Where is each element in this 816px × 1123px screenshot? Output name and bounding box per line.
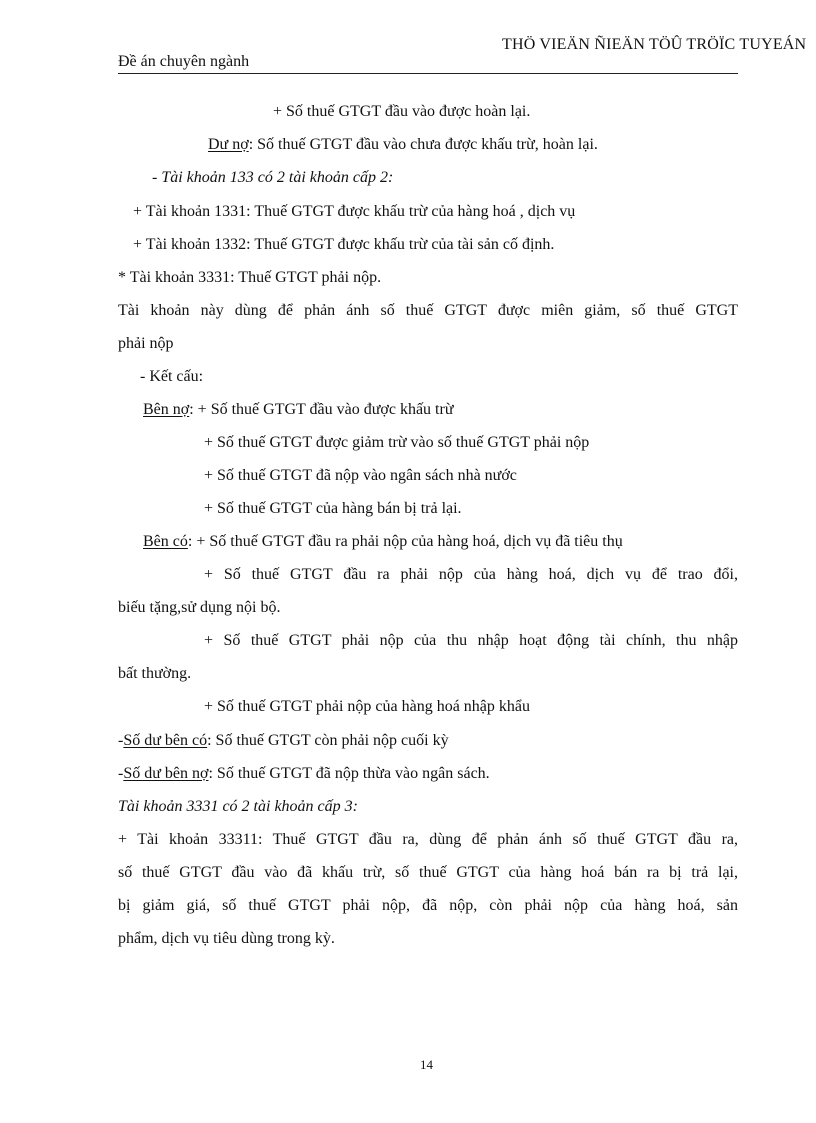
header-site-title: THÖ VIEÄN ÑIEÄN TÖÛ TRÖÏC TUYEÁN (502, 36, 807, 53)
line-debit-paid: + Số thuế GTGT đã nộp vào ngân sách nhà nước (204, 467, 517, 484)
credit-side-label: Bên có (143, 533, 188, 550)
line-credit-side (143, 532, 623, 552)
credit-balance-prefix: - (118, 732, 124, 749)
line-refund: + Số thuế GTGT đầu vào được hoàn lại. (273, 103, 531, 120)
credit-balance-label: Số dư bên có (123, 732, 208, 749)
line-account-3331-subaccounts: Tài khoản 3331 có 2 tài khoản cấp 3: (118, 798, 358, 815)
line-credit-import: + Số thuế GTGT phải nộp của hàng hoá nhập khẩu (204, 698, 530, 715)
line-account-1332: + Tài khoản 1332: Thuế GTGT được khấu trừ của tài sản cố định. (133, 236, 555, 253)
header-document-title: Đề án chuyên ngành (118, 53, 250, 70)
debit-balance-text: : Số thuế GTGT đầu vào chưa được khấu trừ, hoàn lại. (248, 136, 598, 153)
debit-side-label: Bên nợ (143, 401, 190, 418)
debit-remaining-prefix: - (118, 765, 124, 782)
page-number: 14 (420, 1057, 433, 1072)
line-credit-financial-cont: bất thường. (118, 665, 192, 682)
debit-balance-label: Dư nợ (208, 136, 249, 153)
debit-remaining-text: : Số thuế GTGT đã nộp thừa vào ngân sách. (208, 765, 490, 782)
line-debit-remaining (118, 764, 490, 784)
credit-balance-text: : Số thuế GTGT còn phải nộp cuối kỳ (207, 732, 449, 749)
line-debit-reduced: + Số thuế GTGT được giảm trừ vào số thuế GTGT phải nộp (204, 434, 590, 451)
line-credit-balance (118, 731, 449, 751)
line-account-33311: + Tài khoản 33311: Thuế GTGT đầu ra, dùng để phản ánh số thuế GTGT đầu ra, (118, 831, 738, 848)
line-structure: - Kết cấu: (140, 368, 204, 385)
line-debit-side (143, 400, 454, 420)
line-account-133-subaccounts: - Tài khoản 133 có 2 tài khoản cấp 2: (152, 169, 394, 186)
header-divider (118, 73, 738, 74)
line-account-purpose-cont: phải nộp (118, 335, 174, 352)
line-account-33311-cont3: phẩm, dịch vụ tiêu dùng trong kỳ. (118, 930, 335, 947)
line-account-1331: + Tài khoản 1331: Thuế GTGT được khấu trừ của hàng hoá , dịch vụ (133, 203, 576, 220)
line-account-33311-cont1: số thuế GTGT đầu vào đã khấu trừ, số thuế GTGT của hàng hoá bán ra bị trả lại, (118, 864, 738, 881)
line-account-3331: * Tài khoản 3331: Thuế GTGT phải nộp. (118, 269, 382, 286)
line-account-purpose: Tài khoản này dùng để phản ánh số thuế GTGT được miên giảm, số thuế GTGT (118, 302, 738, 319)
line-debit-balance (208, 135, 598, 155)
line-debit-returned: + Số thuế GTGT của hàng bán bị trả lại. (204, 500, 462, 517)
debit-remaining-label: Số dư bên nợ (123, 765, 209, 782)
debit-side-text: : + Số thuế GTGT đầu vào được khấu trừ (189, 401, 454, 418)
credit-side-text: : + Số thuế GTGT đầu ra phải nộp của hàng hoá, dịch vụ đã tiêu thụ (187, 533, 623, 550)
line-credit-financial: + Số thuế GTGT phải nộp của thu nhập hoạt động tài chính, thu nhập (204, 632, 738, 649)
line-credit-exchange-cont: biếu tặng,sử dụng nội bộ. (118, 599, 281, 616)
line-credit-exchange: + Số thuế GTGT đầu ra phải nộp của hàng hoá, dịch vụ để trao đổi, (204, 566, 738, 583)
line-account-33311-cont2: bị giảm giá, số thuế GTGT phải nộp, đã nộp, còn phải nộp của hàng hoá, sản (118, 897, 738, 914)
